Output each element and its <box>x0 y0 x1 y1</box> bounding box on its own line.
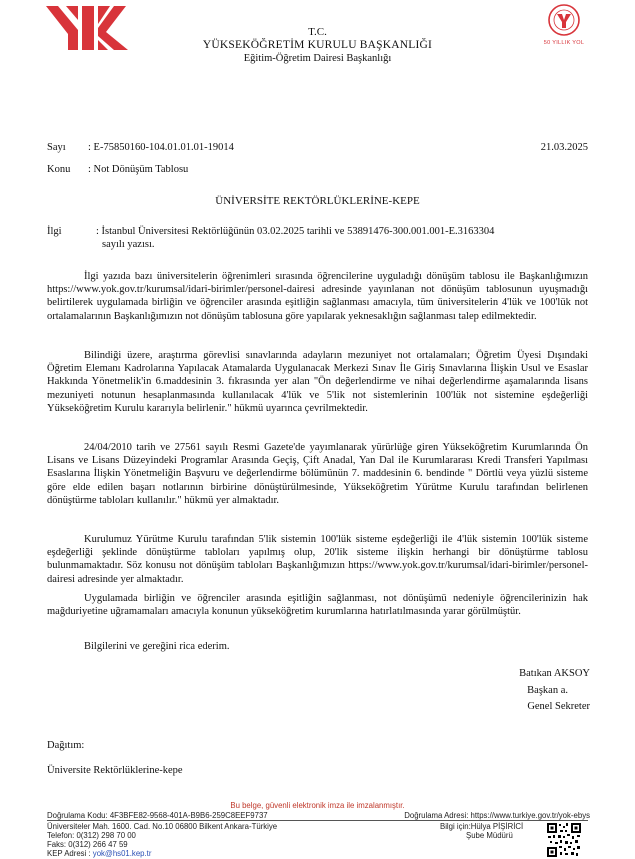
signer-title-1: Başkan a. <box>527 684 568 696</box>
recipient-heading: ÜNİVERSİTE REKTÖRLÜKLERİNE-KEPE <box>215 195 420 207</box>
ilgi-text <box>96 225 588 252</box>
konu-label: Konu <box>47 164 71 175</box>
document-date: 21.03.2025 <box>540 142 588 153</box>
footer-phone: Telefon: 0(312) 298 70 00 <box>47 831 136 840</box>
info-contact: Bilgi için:Hülya PİŞİRİCİ <box>440 822 524 831</box>
header-tc: T.C. <box>308 26 327 38</box>
kep-label: KEP Adresi : <box>47 849 93 858</box>
header-organization: YÜKSEKÖĞRETİM KURULU BAŞKANLIĞI <box>202 39 433 51</box>
info-title: Şube Müdürü <box>466 831 513 840</box>
ilgi-line-1: : İstanbul Üniversitesi Rektörlüğünün 03.02.2025 tarihli ve 53891476-300.001.001-E.3163304 <box>96 226 495 237</box>
footer-divider <box>47 820 588 821</box>
body-paragraph-4: Kurulumuz Yürütme Kurulu tarafından 5'lik sistemin 100'lük sisteme eşdeğerliği ile 4'lük sistemin 100'lük sisteme eşdeğerliği şeklinde dönüştürme tabloları yapılmış olup, 20'lik sisteme ilişkin herhangi bir dönüştürme tablosu bulunmamaktadır. Söz konusu not dönüşüm tabloları Başkanlığımızın https://www.yok.gov.tr/kurumsal/idari-birimler/personel-dairesi adresinde yer almaktadır. <box>47 534 588 585</box>
body-paragraph-1: İlgi yazıda bazı üniversitelerin öğrenimleri sırasında öğrencilerine uyguladığı dönüşüm tablosu ile Başkanlığımızın https://www.yok.gov.tr/kurumsal/idari-birimler/personel-dairesi adresinde yayınlanan not dönüşüm tablosunun uyuşmadığı belirtilerek uygulamada birliğin ve öğrenciler arasında eşitliğin sağlanması amacıyla, tüm üniversitelerin 4'lük ve 100'lük not ortalamalarının Başkanlığımızın not dönüşüm tablosuna göre yapılarak yeknesaklığın sağlanması talep edilmektedir. <box>47 271 588 322</box>
ilgi-label: İlgi <box>47 226 62 237</box>
qr-code-icon <box>546 822 582 858</box>
signature-block <box>519 666 590 716</box>
header-department: Eğitim-Öğretim Dairesi Başkanlığı <box>243 53 392 64</box>
body-paragraph-2: Bilindiği üzere, araştırma görevlisi sınavlarında adayların mezuniyet not ortalamaları; Öğretim Üyesi Dışındaki Öğretim Elemanı Kadrolarına Yapılacak Atamalarda Uygulanacak Merkezi Sınav İle Giriş Sınavlarına İlişkin Usul ve Esaslar Hakkında Yönetmelik'in 6.maddesinin 3. fıkrasında yer alan "Ön değerlendirme ve nihai değerlendirme aşamalarında lisans mezuniyeti notunun hesaplanmasında kullanılacak 4'lük ve 5'lik not sistemlerinin 100'lük not sistemine eşdeğerliği Yükseköğretim Kurulu kararıyla belirlenir." hükmü uyarınca çevrilmektedir. <box>47 350 588 414</box>
ilgi-line-2: sayılı yazısı. <box>102 239 155 251</box>
emblem-caption: 50 YILLIK YOL <box>543 40 585 46</box>
footer-kep <box>47 849 151 858</box>
footer-address: Üniversiteler Mah. 1600. Cad. No.10 06800 Bilkent Ankara-Türkiye <box>47 822 278 831</box>
body-paragraph-3: 24/04/2010 tarih ve 27561 sayılı Resmi Gazete'de yayımlanarak yürürlüğe giren Yükseköğretim Kurumlarında Ön Lisans ve Lisans Düzeyindeki Programlar Arasında Geçiş, Çift Anadal, Yan Dal ile Kurumlararası Kredi Transferi Yapılması Esaslarına İlişkin Yönetmeliğin Başvuru ve değerlendirme bölümünün 7. maddesinin 6. bendinde " Dörtlü veya yüzlü sisteme göre elde edilen başarı notlarının birbirine dönüştürülmesinde, Yükseköğretim Yürütme Kurulu tarafından belirlenen dönüştürme tabloları kullanılır." hükmü yer almaktadır. <box>47 442 588 506</box>
verification-address: Doğrulama Adresi: https://www.turkiye.gov.tr/yok-ebys <box>404 811 590 820</box>
kep-address-link[interactable]: yok@hs01.kep.tr <box>92 849 152 858</box>
signer-title-2: Genel Sekreter <box>527 701 590 712</box>
e-signature-note: Bu belge, güvenli elektronik imza ile imzalanmıştır. <box>230 801 405 810</box>
konu-value: : Not Dönüşüm Tablosu <box>88 164 189 175</box>
footer-fax: Faks: 0(312) 266 47 59 <box>47 840 128 849</box>
distribution-value: Üniversite Rektörlüklerine-kepe <box>47 765 183 776</box>
distribution-label: Dağıtım: <box>47 740 85 751</box>
verification-code: Doğrulama Kodu: 4F3BFE82-9568-401A-B9B6-259C8EEF9737 <box>47 811 268 820</box>
body-paragraph-6: Bilgilerini ve gereğini rica ederim. <box>84 641 230 652</box>
body-paragraph-5: Uygulamada birliğin ve öğrenciler arasında eşitliğin sağlanması, not dönüşümü nedeniyle öğrencilerinizin hak mağduriyetine uğramamaları amacıyla konunun yükseköğretim kurumlarına hatırlatılmasında yarar görülmüştür. <box>47 593 588 618</box>
signer-name: Batıkan AKSOY <box>519 668 590 679</box>
sayi-value: : E-75850160-104.01.01.01-19014 <box>88 142 234 153</box>
sayi-label: Sayı <box>47 142 66 153</box>
